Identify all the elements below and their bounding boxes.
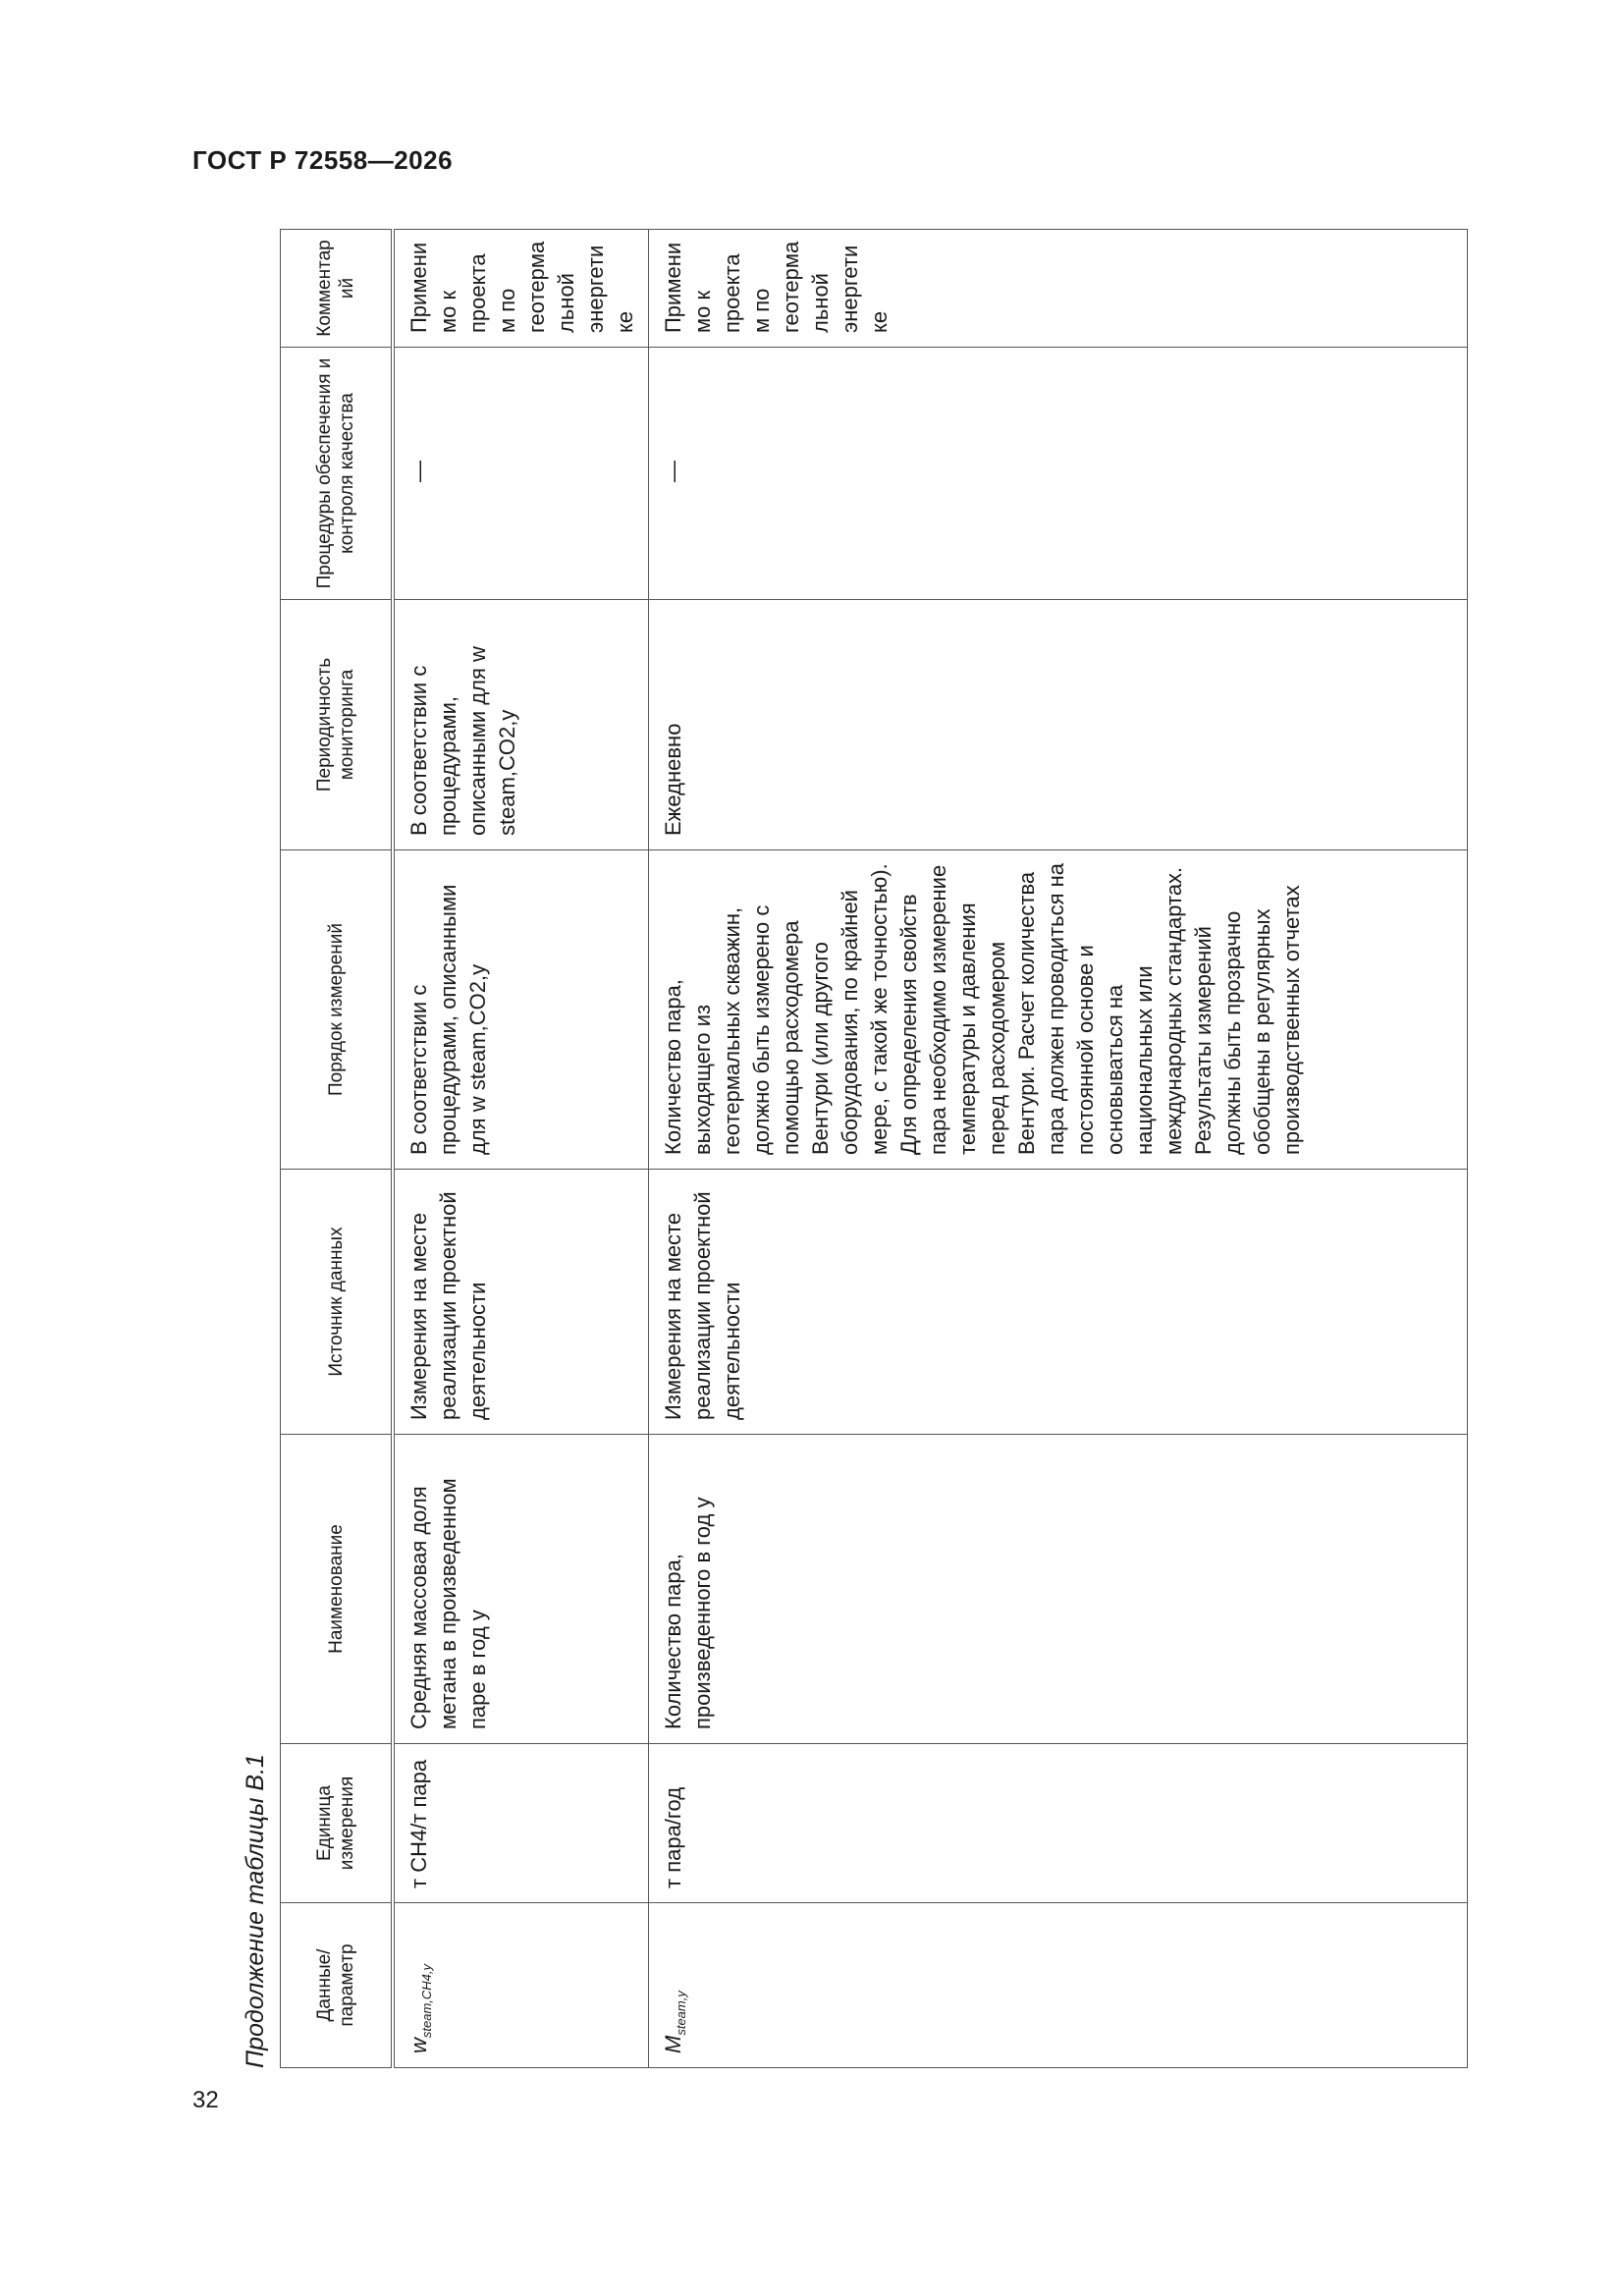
header-procedure: Порядок измерений <box>281 850 394 1170</box>
table-row <box>393 230 649 2068</box>
procedure-cell: В соответствии с процедурами, описанными для w steam,CO2,y <box>393 850 649 1170</box>
table-header-row <box>281 230 394 2068</box>
param-cell: $w_{steam,CH4,y}$ <box>393 1903 649 2068</box>
monitoring-parameters-table <box>280 229 1468 2068</box>
table-continuation-caption: Продолжение таблицы В.1 <box>242 1754 269 2068</box>
name-cell: Средняя массовая доля метана в произведенном паре в год y <box>393 1435 649 1744</box>
unit-cell: т пара/год <box>649 1744 1468 1903</box>
comment-cell: Применимо к проектам по геотермальной энергетике <box>393 230 649 348</box>
page-number: 32 <box>192 2087 219 2113</box>
source-cell: Измерения на месте реализации проектной деятельности <box>649 1170 1468 1435</box>
comment-cell: Применимо к проектам по геотермальной энергетике <box>649 230 1468 348</box>
param-cell: $M_{steam,y}$ <box>649 1903 1468 2068</box>
header-comment: Комментарий <box>281 230 394 348</box>
header-name: Наименование <box>281 1435 394 1744</box>
table-row <box>649 230 1468 2068</box>
header-source: Источник данных <box>281 1170 394 1435</box>
header-unit: Единица измерения <box>281 1744 394 1903</box>
name-cell: Количество пара, произведенного в год y <box>649 1435 1468 1744</box>
frequency-cell: Ежедневно <box>649 600 1468 850</box>
rotated-table-container <box>231 230 1338 2068</box>
unit-cell: т CH4/т пара <box>393 1744 649 1903</box>
frequency-cell: В соответствии с процедурами, описанными для w steam,CO2,y <box>393 600 649 850</box>
procedure-cell: Количество пара, выходящего из геотермальных скважин, должно быть измерено с помощью расходомера Вентури (или другого оборудования, по крайней мере, с такой же точностью). Для определения свойств пара необходимо измерение температуры и давления перед расходомером Вентури. Расчет количества пара должен проводиться на постоянной основе и основываться на национальных или международных стандартах. Результаты измерений должны быть прозрачно обобщены в регулярных производственных отчетах <box>649 850 1468 1170</box>
header-frequency: Периодичность мониторинга <box>281 600 394 850</box>
qa-cell: — <box>649 348 1468 600</box>
standard-header: ГОСТ Р 72558—2026 <box>192 145 454 175</box>
header-qa: Процедуры обеспечения и контроля качества <box>281 348 394 600</box>
source-cell: Измерения на месте реализации проектной деятельности <box>393 1170 649 1435</box>
header-param: Данные/ параметр <box>281 1903 394 2068</box>
qa-cell: — <box>393 348 649 600</box>
